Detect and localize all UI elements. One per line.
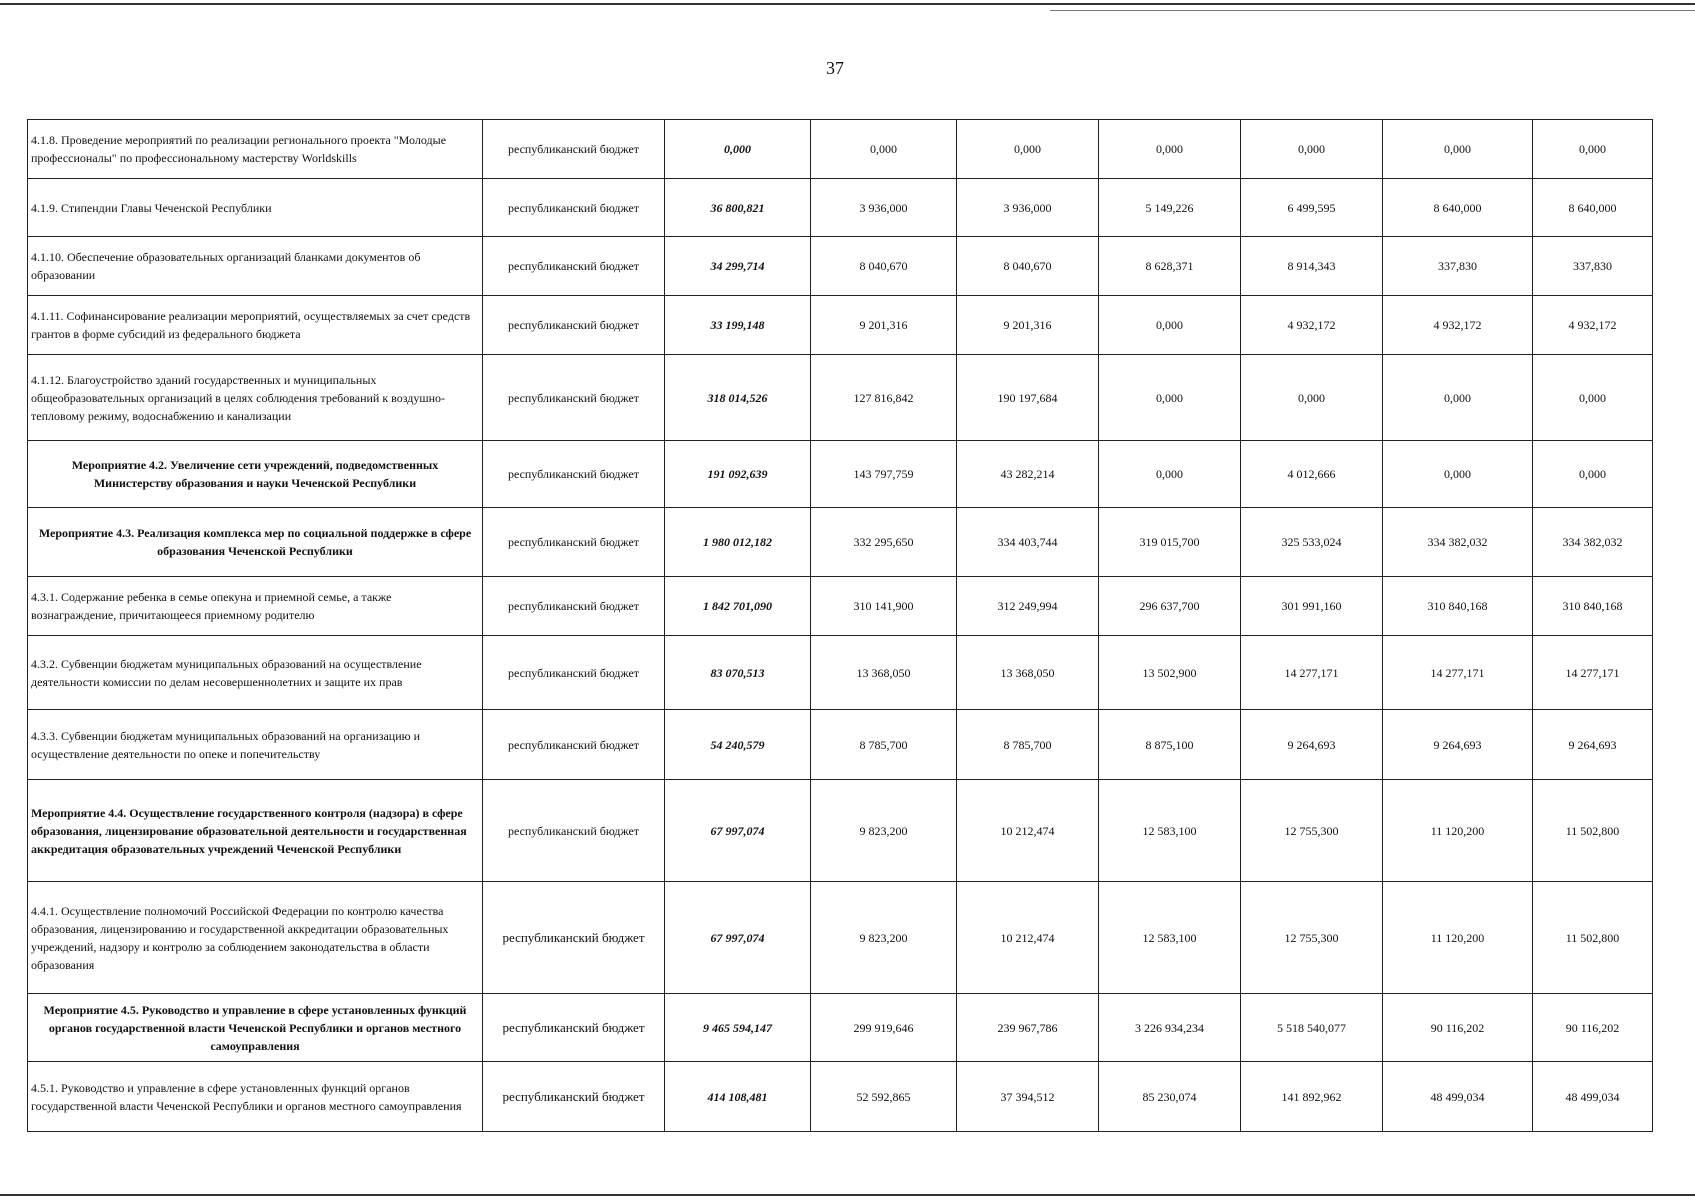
row-name-cell: 4.5.1. Руководство и управление в сфере установленных функций органов государственной власти Чеченской Республики и органов местного самоуправления [28,1062,483,1132]
row-source-cell: республиканский бюджет [483,780,665,882]
row-value-cell: 5 518 540,077 [1241,994,1383,1062]
page-number: 37 [826,58,844,78]
row-total-cell: 34 299,714 [665,237,811,296]
row-value-cell: 13 502,900 [1099,636,1241,710]
row-value-cell: 0,000 [1241,355,1383,441]
row-value-cell: 310 840,168 [1383,577,1533,636]
row-total-cell: 0,000 [665,120,811,179]
table-row [28,710,1653,780]
row-value-cell: 141 892,962 [1241,1062,1383,1132]
row-value-cell: 12 755,300 [1241,882,1383,994]
row-name-cell: Мероприятие 4.3. Реализация комплекса мер по социальной поддержке в сфере образования Чеченской Республики [28,508,483,577]
row-name-cell: 4.3.3. Субвенции бюджетам муниципальных образований на организацию и осуществление деятельности по опеке и попечительству [28,710,483,780]
row-source-cell: республиканский бюджет [483,710,665,780]
row-source-cell: республиканский бюджет [483,355,665,441]
row-value-cell: 12 755,300 [1241,780,1383,882]
row-value-cell: 299 919,646 [811,994,957,1062]
row-value-cell: 296 637,700 [1099,577,1241,636]
row-value-cell: 334 382,032 [1533,508,1653,577]
row-value-cell: 0,000 [1099,355,1241,441]
row-name-cell: 4.4.1. Осуществление полномочий Российской Федерации по контролю качества образования, лицензированию и государственной аккредитации образовательных учреждений, надзору и контролю за соблюдением законодательства в области образования [28,882,483,994]
top-rule [0,3,1695,5]
row-value-cell: 310 840,168 [1533,577,1653,636]
row-name-cell: Мероприятие 4.5. Руководство и управление в сфере установленных функций органов государственной власти Чеченской Республики и органов местного самоуправления [28,994,483,1062]
row-value-cell: 8 914,343 [1241,237,1383,296]
top-rule-secondary [1050,10,1695,11]
row-value-cell: 11 120,200 [1383,882,1533,994]
row-value-cell: 8 628,371 [1099,237,1241,296]
row-value-cell: 8 640,000 [1533,179,1653,237]
row-source-cell: республиканский бюджет [483,1062,665,1132]
table-row [28,577,1653,636]
row-value-cell: 8 875,100 [1099,710,1241,780]
row-value-cell: 239 967,786 [957,994,1099,1062]
budget-table [27,119,1653,1132]
row-value-cell: 8 040,670 [811,237,957,296]
row-value-cell: 0,000 [1533,355,1653,441]
row-total-cell: 36 800,821 [665,179,811,237]
row-total-cell: 83 070,513 [665,636,811,710]
row-value-cell: 3 936,000 [957,179,1099,237]
row-value-cell: 13 368,050 [957,636,1099,710]
row-value-cell: 12 583,100 [1099,780,1241,882]
row-total-cell: 1 842 701,090 [665,577,811,636]
row-total-cell: 414 108,481 [665,1062,811,1132]
row-value-cell: 8 640,000 [1383,179,1533,237]
row-source-cell: республиканский бюджет [483,441,665,508]
table-row [28,237,1653,296]
row-name-cell: 4.3.2. Субвенции бюджетам муниципальных образований на осуществление деятельности комиссии по делам несовершеннолетних и защите их прав [28,636,483,710]
row-value-cell: 0,000 [811,120,957,179]
row-value-cell: 334 403,744 [957,508,1099,577]
row-value-cell: 0,000 [1533,120,1653,179]
row-value-cell: 0,000 [1099,296,1241,355]
row-value-cell: 337,830 [1533,237,1653,296]
row-value-cell: 0,000 [1383,120,1533,179]
row-value-cell: 48 499,034 [1383,1062,1533,1132]
row-total-cell: 33 199,148 [665,296,811,355]
row-value-cell: 0,000 [1383,441,1533,508]
row-value-cell: 11 502,800 [1533,780,1653,882]
row-value-cell: 90 116,202 [1383,994,1533,1062]
table-row [28,882,1653,994]
row-value-cell: 0,000 [1099,441,1241,508]
row-value-cell: 5 149,226 [1099,179,1241,237]
row-value-cell: 4 012,666 [1241,441,1383,508]
row-name-cell: 4.1.10. Обеспечение образовательных организаций бланками документов об образовании [28,237,483,296]
row-name-cell: 4.1.12. Благоустройство зданий государственных и муниципальных общеобразовательных организаций в целях соблюдения требований к воздушно-тепловому режиму, водоснабжению и канализации [28,355,483,441]
row-total-cell: 318 014,526 [665,355,811,441]
row-value-cell: 325 533,024 [1241,508,1383,577]
row-value-cell: 3 226 934,234 [1099,994,1241,1062]
row-value-cell: 14 277,171 [1383,636,1533,710]
row-value-cell: 334 382,032 [1383,508,1533,577]
row-value-cell: 310 141,900 [811,577,957,636]
row-value-cell: 127 816,842 [811,355,957,441]
table-row [28,179,1653,237]
table-row [28,355,1653,441]
bottom-rule [0,1194,1695,1196]
row-total-cell: 9 465 594,147 [665,994,811,1062]
row-value-cell: 0,000 [1533,441,1653,508]
row-source-cell: республиканский бюджет [483,508,665,577]
row-value-cell: 9 264,693 [1241,710,1383,780]
table-row [28,296,1653,355]
table-row [28,994,1653,1062]
row-value-cell: 3 936,000 [811,179,957,237]
row-source-cell: республиканский бюджет [483,237,665,296]
row-value-cell: 11 502,800 [1533,882,1653,994]
row-value-cell: 14 277,171 [1241,636,1383,710]
row-value-cell: 14 277,171 [1533,636,1653,710]
row-value-cell: 48 499,034 [1533,1062,1653,1132]
row-total-cell: 67 997,074 [665,882,811,994]
row-value-cell: 85 230,074 [1099,1062,1241,1132]
row-value-cell: 37 394,512 [957,1062,1099,1132]
row-value-cell: 12 583,100 [1099,882,1241,994]
row-value-cell: 190 197,684 [957,355,1099,441]
table-row [28,1062,1653,1132]
row-value-cell: 0,000 [1241,120,1383,179]
row-source-cell: республиканский бюджет [483,296,665,355]
row-source-cell: республиканский бюджет [483,636,665,710]
row-name-cell: Мероприятие 4.4. Осуществление государственного контроля (надзора) в сфере образования, лицензирование образовательной деятельности и государственная аккредитация образовательных учреждений Чеченской Республики [28,780,483,882]
row-value-cell: 301 991,160 [1241,577,1383,636]
row-source-cell: республиканский бюджет [483,120,665,179]
row-value-cell: 4 932,172 [1241,296,1383,355]
row-value-cell: 10 212,474 [957,780,1099,882]
row-value-cell: 9 201,316 [811,296,957,355]
table-row [28,508,1653,577]
row-source-cell: республиканский бюджет [483,179,665,237]
table-row [28,636,1653,710]
row-name-cell: 4.3.1. Содержание ребенка в семье опекуна и приемной семье, а также вознаграждение, причитающееся приемному родителю [28,577,483,636]
row-source-cell: республиканский бюджет [483,577,665,636]
row-value-cell: 9 264,693 [1383,710,1533,780]
row-value-cell: 4 932,172 [1533,296,1653,355]
row-total-cell: 67 997,074 [665,780,811,882]
row-value-cell: 337,830 [1383,237,1533,296]
row-name-cell: 4.1.8. Проведение мероприятий по реализации регионального проекта "Молодые профессионалы" по профессиональному мастерству Worldskills [28,120,483,179]
row-total-cell: 54 240,579 [665,710,811,780]
row-value-cell: 312 249,994 [957,577,1099,636]
row-value-cell: 9 201,316 [957,296,1099,355]
row-total-cell: 191 092,639 [665,441,811,508]
row-value-cell: 10 212,474 [957,882,1099,994]
table-row [28,120,1653,179]
table-row [28,780,1653,882]
row-value-cell: 0,000 [957,120,1099,179]
row-value-cell: 0,000 [1383,355,1533,441]
row-total-cell: 1 980 012,182 [665,508,811,577]
row-value-cell: 11 120,200 [1383,780,1533,882]
row-value-cell: 8 785,700 [811,710,957,780]
row-value-cell: 9 264,693 [1533,710,1653,780]
row-name-cell: Мероприятие 4.2. Увеличение сети учреждений, подведомственных Министерству образования и науки Чеченской Республики [28,441,483,508]
row-value-cell: 13 368,050 [811,636,957,710]
row-name-cell: 4.1.11. Софинансирование реализации мероприятий, осуществляемых за счет средств грантов в форме субсидий из федерального бюджета [28,296,483,355]
row-value-cell: 9 823,200 [811,780,957,882]
table-row [28,441,1653,508]
row-value-cell: 8 785,700 [957,710,1099,780]
row-value-cell: 143 797,759 [811,441,957,508]
row-name-cell: 4.1.9. Стипендии Главы Чеченской Республики [28,179,483,237]
row-value-cell: 43 282,214 [957,441,1099,508]
row-source-cell: республиканский бюджет [483,882,665,994]
row-value-cell: 52 592,865 [811,1062,957,1132]
row-value-cell: 319 015,700 [1099,508,1241,577]
row-value-cell: 90 116,202 [1533,994,1653,1062]
row-value-cell: 332 295,650 [811,508,957,577]
row-source-cell: республиканский бюджет [483,994,665,1062]
row-value-cell: 6 499,595 [1241,179,1383,237]
row-value-cell: 4 932,172 [1383,296,1533,355]
row-value-cell: 0,000 [1099,120,1241,179]
row-value-cell: 9 823,200 [811,882,957,994]
row-value-cell: 8 040,670 [957,237,1099,296]
